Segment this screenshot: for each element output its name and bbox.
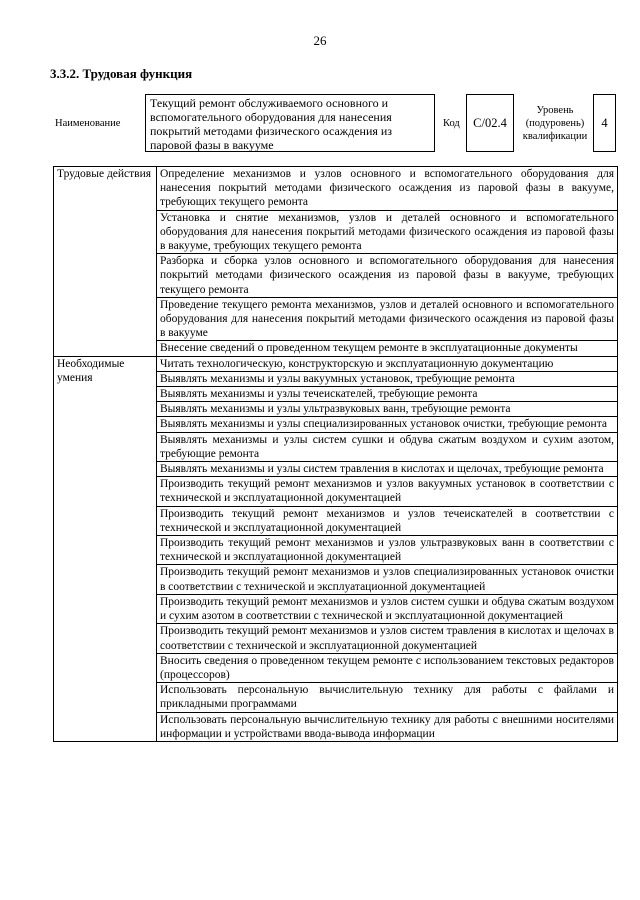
requirement-cell: Выявлять механизмы и узлы ультразвуковых ванн, требующие ремонта xyxy=(157,402,618,417)
requirement-cell: Производить текущий ремонт механизмов и узлов специализированных установок очистки в соответствии с технической и эксплуатационной документацией xyxy=(157,565,618,594)
requirement-cell: Выявлять механизмы и узлы вакуумных установок, требующие ремонта xyxy=(157,371,618,386)
name-label: Наименование xyxy=(55,118,121,129)
category-cell: Необходимые умения xyxy=(54,356,157,741)
requirement-cell: Производить текущий ремонт механизмов и узлов систем сушки и обдува сжатым воздухом и сухим азотом в соответствии с технической и эксплуатационной документацией xyxy=(157,594,618,623)
requirement-cell: Выявлять механизмы и узлы течеискателей, требующие ремонта xyxy=(157,387,618,402)
requirement-cell: Разборка и сборка узлов основного и вспомогательного оборудования для нанесения покрытий методами физического осаждения из паровой фазы в вакууме, требующих текущего ремонта xyxy=(157,254,618,298)
section-title: 3.3.2. Трудовая функция xyxy=(50,66,193,81)
table-row xyxy=(54,167,618,211)
requirement-cell: Определение механизмов и узлов основного и вспомогательного оборудования для нанесения покрытий методами физического осаждения из паровой фазы в вакууме, требующих текущего ремонта xyxy=(157,167,618,211)
table-row xyxy=(54,356,618,371)
labor-function-table xyxy=(53,166,618,742)
requirement-cell: Установка и снятие механизмов, узлов и деталей основного и вспомогательного оборудования для нанесения покрытий методами физического осаждения из паровой фазы в вакууме, требующих текущего ремонта xyxy=(157,210,618,254)
requirement-cell: Вносить сведения о проведенном текущем ремонте с использованием текстовых редакторов (процессоров) xyxy=(157,653,618,682)
page-number: 26 xyxy=(313,33,327,48)
requirement-cell: Производить текущий ремонт механизмов и узлов вакуумных установок в соответствии с технической и эксплуатационной документацией xyxy=(157,477,618,506)
qualification-level-label: Уровень (подуровень) квалификации xyxy=(522,105,588,142)
requirement-cell: Производить текущий ремонт механизмов и узлов ультразвуковых ванн в соответствии с технической и эксплуатационной документацией xyxy=(157,536,618,565)
requirement-cell: Читать технологическую, конструкторскую и эксплуатационную документацию xyxy=(157,356,618,371)
requirement-cell: Производить текущий ремонт механизмов и узлов течеискателей в соответствии с технической и эксплуатационной документацией xyxy=(157,506,618,535)
requirement-cell: Выявлять механизмы и узлы систем травления в кислотах и щелочах, требующие ремонта xyxy=(157,462,618,477)
name-value: Текущий ремонт обслуживаемого основного и вспомогательного оборудования для нанесения покрытий методами физического осаждения из паровой фазы в вакууме xyxy=(145,94,435,152)
requirement-cell: Выявлять механизмы и узлы систем сушки и обдува сжатым воздухом и сухим азотом, требующие ремонта xyxy=(157,432,618,461)
requirement-cell: Производить текущий ремонт механизмов и узлов систем травления в кислотах и щелочах в соответствии с технической и эксплуатационной документацией xyxy=(157,624,618,653)
category-cell: Трудовые действия xyxy=(54,167,157,357)
requirement-cell: Выявлять механизмы и узлы специализированных установок очистки, требующие ремонта xyxy=(157,417,618,432)
code-value: С/02.4 xyxy=(466,94,514,152)
code-label: Код xyxy=(443,118,460,129)
requirement-cell: Проведение текущего ремонта механизмов, узлов и деталей основного и вспомогательного оборудования для нанесения покрытий методами физического осаждения из паровой фазы в вакууме xyxy=(157,297,618,341)
qualification-level-value: 4 xyxy=(593,94,616,152)
requirement-cell: Использовать персональную вычислительную технику для работы с файлами и прикладными программами xyxy=(157,683,618,712)
requirement-cell: Использовать персональную вычислительную технику для работы с внешними носителями информации и устройствами ввода-вывода информации xyxy=(157,712,618,741)
requirement-cell: Внесение сведений о проведенном текущем ремонте в эксплуатационные документы xyxy=(157,341,618,356)
